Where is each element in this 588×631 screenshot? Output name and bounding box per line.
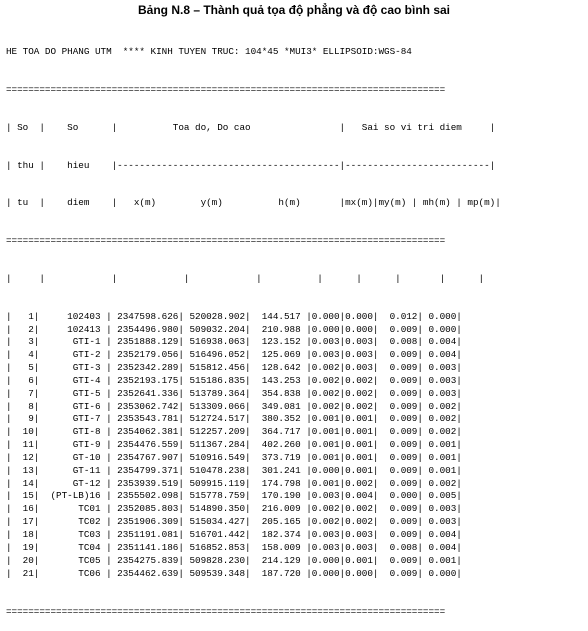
table-row: | 1| 102403 | 2347598.626| 520028.902| 144.517 |0.000|0.000| 0.012| 0.000| [6, 310, 462, 322]
table-row: | 17| TC02 | 2351906.309| 515034.427| 205.165 |0.002|0.002| 0.009| 0.003| [6, 516, 462, 528]
table-header-row-2: | thu | hieu |----------------------------------------|--------------------------| [6, 159, 496, 171]
table-header-border: =============================================================================== [6, 235, 446, 247]
table-row: | 11| GTI-9 | 2354476.559| 511367.284| 402.260 |0.001|0.001| 0.009| 0.001| [6, 439, 462, 451]
table-row: | 16| TC01 | 2352085.803| 514890.350| 216.009 |0.002|0.002| 0.009| 0.003| [6, 503, 462, 515]
table-row: | 4| GTI-2 | 2352179.056| 516496.052| 125.069 |0.003|0.003| 0.009| 0.004| [6, 349, 462, 361]
table-title: Bảng N.8 – Thành quả tọa độ phẳng và độ cao bình sai [137, 3, 451, 17]
table-row: | 10| GTI-8 | 2354062.381| 512257.209| 364.717 |0.001|0.001| 0.009| 0.002| [6, 426, 462, 438]
table-border-bottom: =============================================================================== [6, 605, 446, 617]
table-spacer-row: | | | | | | | | | | [6, 272, 485, 284]
table-header-row-3: | tu | diem | x(m) y(m) h(m) |mx(m)|my(m) | mh(m) | mp(m)| [6, 197, 501, 209]
table-row: | 20| TC05 | 2354275.839| 509828.230| 214.129 |0.000|0.001| 0.009| 0.001| [6, 554, 462, 566]
coordinate-system-header: HE TOA DO PHANG UTM **** KINH TUYEN TRUC: 104*45 *MUI3* ELLIPSOID:WGS-84 [6, 46, 412, 58]
adjustment-report [6, 21, 501, 631]
table-row: | 15| (PT-LB)16 | 2355502.098| 515778.759| 170.190 |0.003|0.004| 0.000| 0.005| [6, 490, 462, 502]
table-row: | 9| GTI-7 | 2353543.781| 512724.517| 380.352 |0.001|0.001| 0.009| 0.002| [6, 413, 462, 425]
table-body [6, 311, 501, 581]
table-row: | 5| GTI-3 | 2352342.289| 515812.456| 128.642 |0.002|0.003| 0.009| 0.003| [6, 362, 462, 374]
table-header-row-1: | So | So | Toa do, Do cao | Sai so vi tri diem | [6, 121, 496, 133]
table-row: | 7| GTI-5 | 2352641.336| 513789.364| 354.838 |0.002|0.002| 0.009| 0.003| [6, 387, 462, 399]
table-border-top: =============================================================================== [6, 83, 446, 95]
table-row: | 18| TC03 | 2351191.081| 516701.442| 182.374 |0.003|0.003| 0.009| 0.004| [6, 529, 462, 540]
table-row: | 19| TC04 | 2351141.186| 516852.853| 158.009 |0.003|0.003| 0.008| 0.004| [6, 541, 462, 553]
table-row: | 13| GT-11 | 2354799.371| 510478.238| 301.241 |0.000|0.001| 0.009| 0.001| [6, 464, 462, 476]
table-row: | 14| GT-12 | 2353939.519| 509915.119| 174.798 |0.001|0.002| 0.009| 0.002| [6, 477, 462, 489]
table-row: | 3| GTI-1 | 2351888.129| 516938.063| 123.152 |0.003|0.003| 0.008| 0.004| [6, 336, 462, 348]
table-row: | 12| GT-10 | 2354767.907| 510916.549| 373.719 |0.001|0.001| 0.009| 0.001| [6, 451, 462, 463]
table-row: | 8| GTI-6 | 2353062.742| 513309.066| 349.081 |0.002|0.002| 0.009| 0.002| [6, 400, 462, 412]
table-row: | 21| TC06 | 2354462.639| 509539.348| 187.720 |0.000|0.000| 0.009| 0.000| [6, 567, 462, 579]
table-row: | 2| 102413 | 2354496.980| 509032.204| 210.988 |0.000|0.000| 0.009| 0.000| [6, 323, 462, 335]
table-row: | 6| GTI-4 | 2352193.175| 515186.835| 143.253 |0.002|0.002| 0.009| 0.003| [6, 374, 462, 386]
